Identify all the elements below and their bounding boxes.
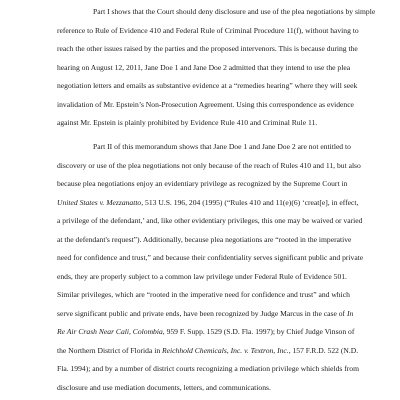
paragraph-1-line-1: Part I shows that the Court should deny disclosure and use of the plea negotiations by simple [93, 7, 376, 16]
paragraph-2-line-11 [57, 327, 355, 337]
paragraph-2-line-9: Similar privileges, which are “rooted in the imperative need for confidence and trust” and which [57, 290, 350, 299]
line-text: , 959 F. Supp. 1529 (S.D. Fla. 1997); by Chief Judge Vinson of [162, 327, 355, 336]
case-citation-mezzanatto: United States v. Mezzanatto, [57, 198, 144, 207]
paragraph-2-line-1: Part II of this memorandum shows that Jane Doe 1 and Jane Doe 2 are not entitled to [93, 142, 351, 151]
paragraph-2-line-13: Fla. 1994); and by a number of district courts recognizing a mediation privilege which shields from [57, 364, 359, 373]
paragraph-2-line-4 [57, 198, 359, 208]
paragraph-2-line-10 [57, 309, 354, 319]
paragraph-2-line-3: because plea negotiations enjoy an evidentiary privilege as recognized by the Supreme Court in [57, 179, 348, 188]
line-text: the Northern District of Florida in [57, 346, 163, 355]
line-text: , 157 F.R.D. 522 (N.D. [288, 346, 359, 355]
paragraph-1-line-5: negotiation letters and emails as substantive evidence at a “remedies hearing” where they will seek [57, 81, 358, 90]
case-citation-air-crash: Re Air Crash Near Cali, Colombia [57, 327, 163, 336]
paragraph-2-line-12 [57, 346, 359, 356]
case-citation-reichhold: Reichhold Chemicals, Inc. v. Textron, Inc. [162, 346, 289, 355]
paragraph-2-line-6: at the defendant's request”). Additionally, because plea negotiations are “rooted in the imperative [57, 235, 352, 244]
line-text: 513 U.S. 196, 204 (1995) (“Rules 410 and 11(e)(6) ‘creat[e], in effect, [143, 198, 359, 207]
paragraph-1-line-4: hearing on August 12, 2011, Jane Doe 1 and Jane Doe 2 admitted that they intend to use the plea [57, 63, 351, 72]
paragraph-2-line-5: a privilege of the defendant,’ and, like other evidentiary privileges, this one may be waived or varied [57, 216, 363, 225]
paragraph-2-line-2: discovery or use of the plea negotiations not only because of the reach of Rules 410 and 11, but also [57, 161, 361, 170]
paragraph-1-line-3: reach the other issues raised by the parties and the proposed intervenors. This is because during the [57, 44, 358, 53]
line-text: serve significant public and private ends, have been recognized by Judge Marcus in the case of [57, 309, 347, 318]
paragraph-1-line-2: reference to Rule of Evidence 410 and Federal Rule of Criminal Procedure 11(f), without having to [57, 26, 359, 35]
paragraph-1-line-7: against Mr. Epstein is plainly prohibited by Evidence Rule 410 and Criminal Rule 11. [57, 118, 318, 127]
case-citation-in: In [346, 309, 354, 318]
paragraph-1-line-6: invalidation of Mr. Epstein’s Non-Prosecution Agreement. Using this correspondence as evidence [57, 100, 354, 109]
paragraph-2-line-14: disclosure and use mediation documents, letters, and communications. [57, 383, 271, 392]
paragraph-2-line-7: need for confidence and trust,” and because their confidentiality serves significant public and private [57, 253, 364, 262]
paragraph-2-line-8: ends, they are properly subject to a common law privilege under Federal Rule of Evidence 501. [57, 272, 347, 281]
